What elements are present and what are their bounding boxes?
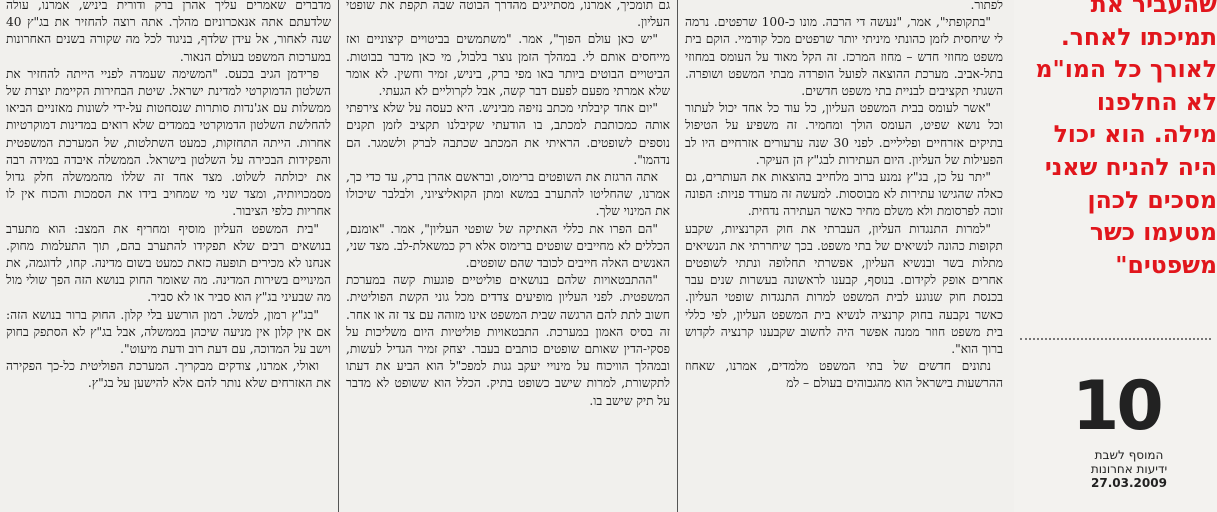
paragraph: "בית המשפט העליון מוסיף ומחריף את המצב: הוא מתערב בנושאים רבים שלא תפקידו להתערב בהם, תוך התעלמות מחוק. אנחנו לא מכירים תופעה כזאת כמעט בשום מדינה. קחו, לדוגמה, את המינויים בשירות המדינה. מה שאומר החוק בנושא הזה הפך שולי מול מה שבעיני בג"ץ הוא סביר או לא סביר. — [6, 221, 331, 305]
pull-quote-line: לא החלפנו — [1096, 87, 1217, 116]
paragraph: נתונים חדשים של בתי המשפט מלמדים, אמרנו, שאחוז ההרשעות בישראל הוא מהגבוהים בעולם – למ — [685, 359, 1003, 391]
paragraph: "יש כאן עולם הפוך", אמר. "משתמשים בביטויים קיצוניים ואז מייחסים אותם לי. במהלך הזמן נוצר בלבול, מי כאן מדבר בבוטות. הביטויים הבוטים ביותר באו מפי ברק, ביניש, זמיר וחשין. לא אומר שלא אמרתי מפעם לפעם דבר קשה, אבל לקרוליים לא הגעתי. — [346, 32, 670, 99]
pull-quote-line: מילה. הוא יכול — [1053, 120, 1217, 149]
pull-quote-line: תמיכתו לאחר. — [1060, 22, 1217, 51]
page-number: 10 — [1072, 367, 1161, 446]
paragraph: "יום אחד קיבלתי מכתב נזיפה מביניש. היא כעסה על שלא צירפתי אותה כמכותבת למכתב, בו הודעתי שקיבלנו תקציב לזמן תקנים נוספים לשופטים. הראיתי את המכתב שכתבה לברק ולשמגר. הם נדהמו". — [346, 101, 670, 167]
paragraph: "ההתבטאויות שלהם בנושאים פוליטיים פוגעות קשה במערכת המשפטית. לפני העליון מופיעים צדדים מכל גוני הקשת הפוליטית. חשוב לתת להם הרגשה שבית המשפט אינו מזוהה עם צד זה או אחר. זה בסיס האמון במערכת. התבטאויות פוליטיות היום משליכות על פסקי-הדין שאותם שופטים כותבים בעבר. יצחק זמיר הגדיל לעשות, ובמהלך הוויכוח על מינויי יעקב גגות למפכ"ל הוא הביע את דעתו לתקשורת, למרות שישב כשופט בתיק. הכלל הוא ששופט לא מדבר על תיק שישב בו. — [346, 273, 670, 408]
paragraph: "בתקופתי", אמר, "נעשה די הרבה. מונו כ-100 שרפטים. נרמה לי שיחסית לזמן כהונתי מיניתי יותר שרפטים מכל קודמיי. הוקם בית משפט מחוזי חדש – מחוז המרכז. זה הקל מאוד על העומס במחוזי בתל-אביב. מערכת ההוצאה לפועל הופרדה מבתי המשפט ושופרה. השגתי תקציבים לבניית בתי משפט חדשים. — [685, 15, 1003, 99]
issue-date: 27.03.2009 — [1091, 476, 1167, 490]
paragraph: גם תומכיך, אמרנו, מסתייגים מהדרך הבוטה שבה תקפת את שופטי העליון. — [346, 0, 670, 30]
paragraph: אתה הרגזת את השופטים ברימוס, ובראשם אהרן ברק, עד כדי כך, אמרנו, שהחליטו להתערב במשא ומתן הקואליציוני, ולבלבר שיכולו את המינוי שלך. — [346, 170, 670, 219]
pull-quote-line: מטעמו כשר — [1089, 218, 1217, 247]
paragraph: פרידמן הגיב בכעס. "המשימה שעמדה לפניי הייתה להחזיר את השלטון הדמוקרטי למדינת ישראל. שיטת הבחירות הקיימת יוצרת של ממשלות עם אג'נדות סותרות שנסחטות על-ידי לשונות מאזניים הביאו להחלשת השלטון הדמוקרטי בממדים שלא רואים במדינות דמוקרטיות אחרות. הייתה התחזקות, כמעט השתלטות, של המערכת המשפטית והפקידות הבכירה על השלטון בישראל. הממשלה איבדה במידה רבה את יכולתה לשלוט. מצד אחד זה שללו מהממשלה חלק גדול מסמכויותיה, ומצד שני מי שמחויב בידו את הסמכות והכוח אין לו אחריות כלפי הציבור. — [6, 66, 331, 219]
supplement-name: המוסף לשבת — [1094, 448, 1164, 462]
column-divider — [338, 0, 339, 512]
article-column-middle — [346, 0, 670, 509]
paragraph: ואולי, אמרנו, צודקים מבקריך. המערכת הפוליטית כל-כך הפקירה את האזרחים שלא נותר להם אלא להישען על בג"ץ. — [6, 359, 331, 391]
pull-quote-line: מסכים לכהן — [1087, 185, 1217, 214]
newspaper-name: ידיעות אחרונות — [1090, 462, 1168, 476]
paragraph: "יתר על כן, בג"ץ נמנע ברוב מלחייב בהוצאות את העותרים, גם כאלה שהגישו עתירות לא מבוססות. למעשה זה מעודד פניות: הפונה זוכה לפרסומת ולא משלם מחיר כאשר העתירה נדחית. — [685, 170, 1003, 219]
paragraph: "הם הפרו את כללי האתיקה של שופטי העליון", אמר. "אומנם, הכללים לא מחייבים שופטים ברימוס אלא רק כמשאלת-לב. מצד שני, האנשים האלה חייבים לכובד שהם שופטים. — [346, 221, 670, 271]
paragraph: "אשר לעומס בבית המשפט העליון, כל עוד כל אחד יכול לעתור וכל נושא שפיט, העומס הולך ומחמיר. זה משפיע על הטיפול בתיקים אזרחיים ופליליים. לפני 30 שנה ערעורים אזרחיים היו לב הפעילות של העליון. היום העתירות לבג"ץ הן העיקר. — [685, 101, 1003, 167]
dotted-divider — [1020, 338, 1211, 340]
paragraph: "בג"ץ רמון, למשל. רמון הורשע בלי קלון. החוק ברור בנושא הזה: אם אין קלון אין מניעה שיכהן בממשלה, אבל בג"ץ לא הסתפק בחוק וישב על המדוכה, עם דעת רוב ודעת מיעוט". — [6, 307, 331, 357]
pull-quote-line: משפטים" — [1115, 250, 1217, 279]
pull-quote-line: היה להניח שאני — [1044, 152, 1217, 181]
article-column-left — [685, 0, 1003, 509]
paragraph: מדברים שאמרים עליך אהרן ברק ודורית ביניש, אמרנו, עולה שלדעתם אתה אנאכרוניזם מהלך. אתה רוצה להחזיר את בג"ץ 40 שנה לאחור, אל עידן שלדף, בניגוד לכל מה שקורה בשנים האחרונות במערכות המשפט בעולם הנאור. — [6, 0, 331, 64]
pull-quote-line: שהעביר את — [1090, 0, 1217, 18]
paragraph: "למרות התנגדות העליון, העברתי את חוק הקרנציות, שקבע תקופות כהונה לנשיאים של בתי משפט. בכך שיחררתי את הנשיאים מתלות בשר ובנשיא העליון, אפשרתי תחלופה ונתתי לשופטים אחרים אופק לקידום. בנוסף, קבענו לראשונה בעשרות שנים עבר בכנסת חוק שנוגע לבית המשפט למרות התנגדות שופטי העליון. כאשר נקבעה בחוק קרנציה לנשיא בית המשפט העליון, לפי כללי בית משפט חוזר ממנה אפשר היה לחשוב שקבענו קרנציה לקדוש ברוך הוא". — [685, 221, 1003, 357]
pull-quote-line: לאורך כל המו"מ — [1035, 55, 1217, 84]
side-panel — [1014, 0, 1217, 512]
paragraph: לפתור. — [970, 0, 1003, 12]
column-divider — [677, 0, 678, 512]
page-footer — [1074, 448, 1184, 490]
article-column-right — [6, 0, 331, 509]
pull-quote — [1021, 0, 1217, 281]
